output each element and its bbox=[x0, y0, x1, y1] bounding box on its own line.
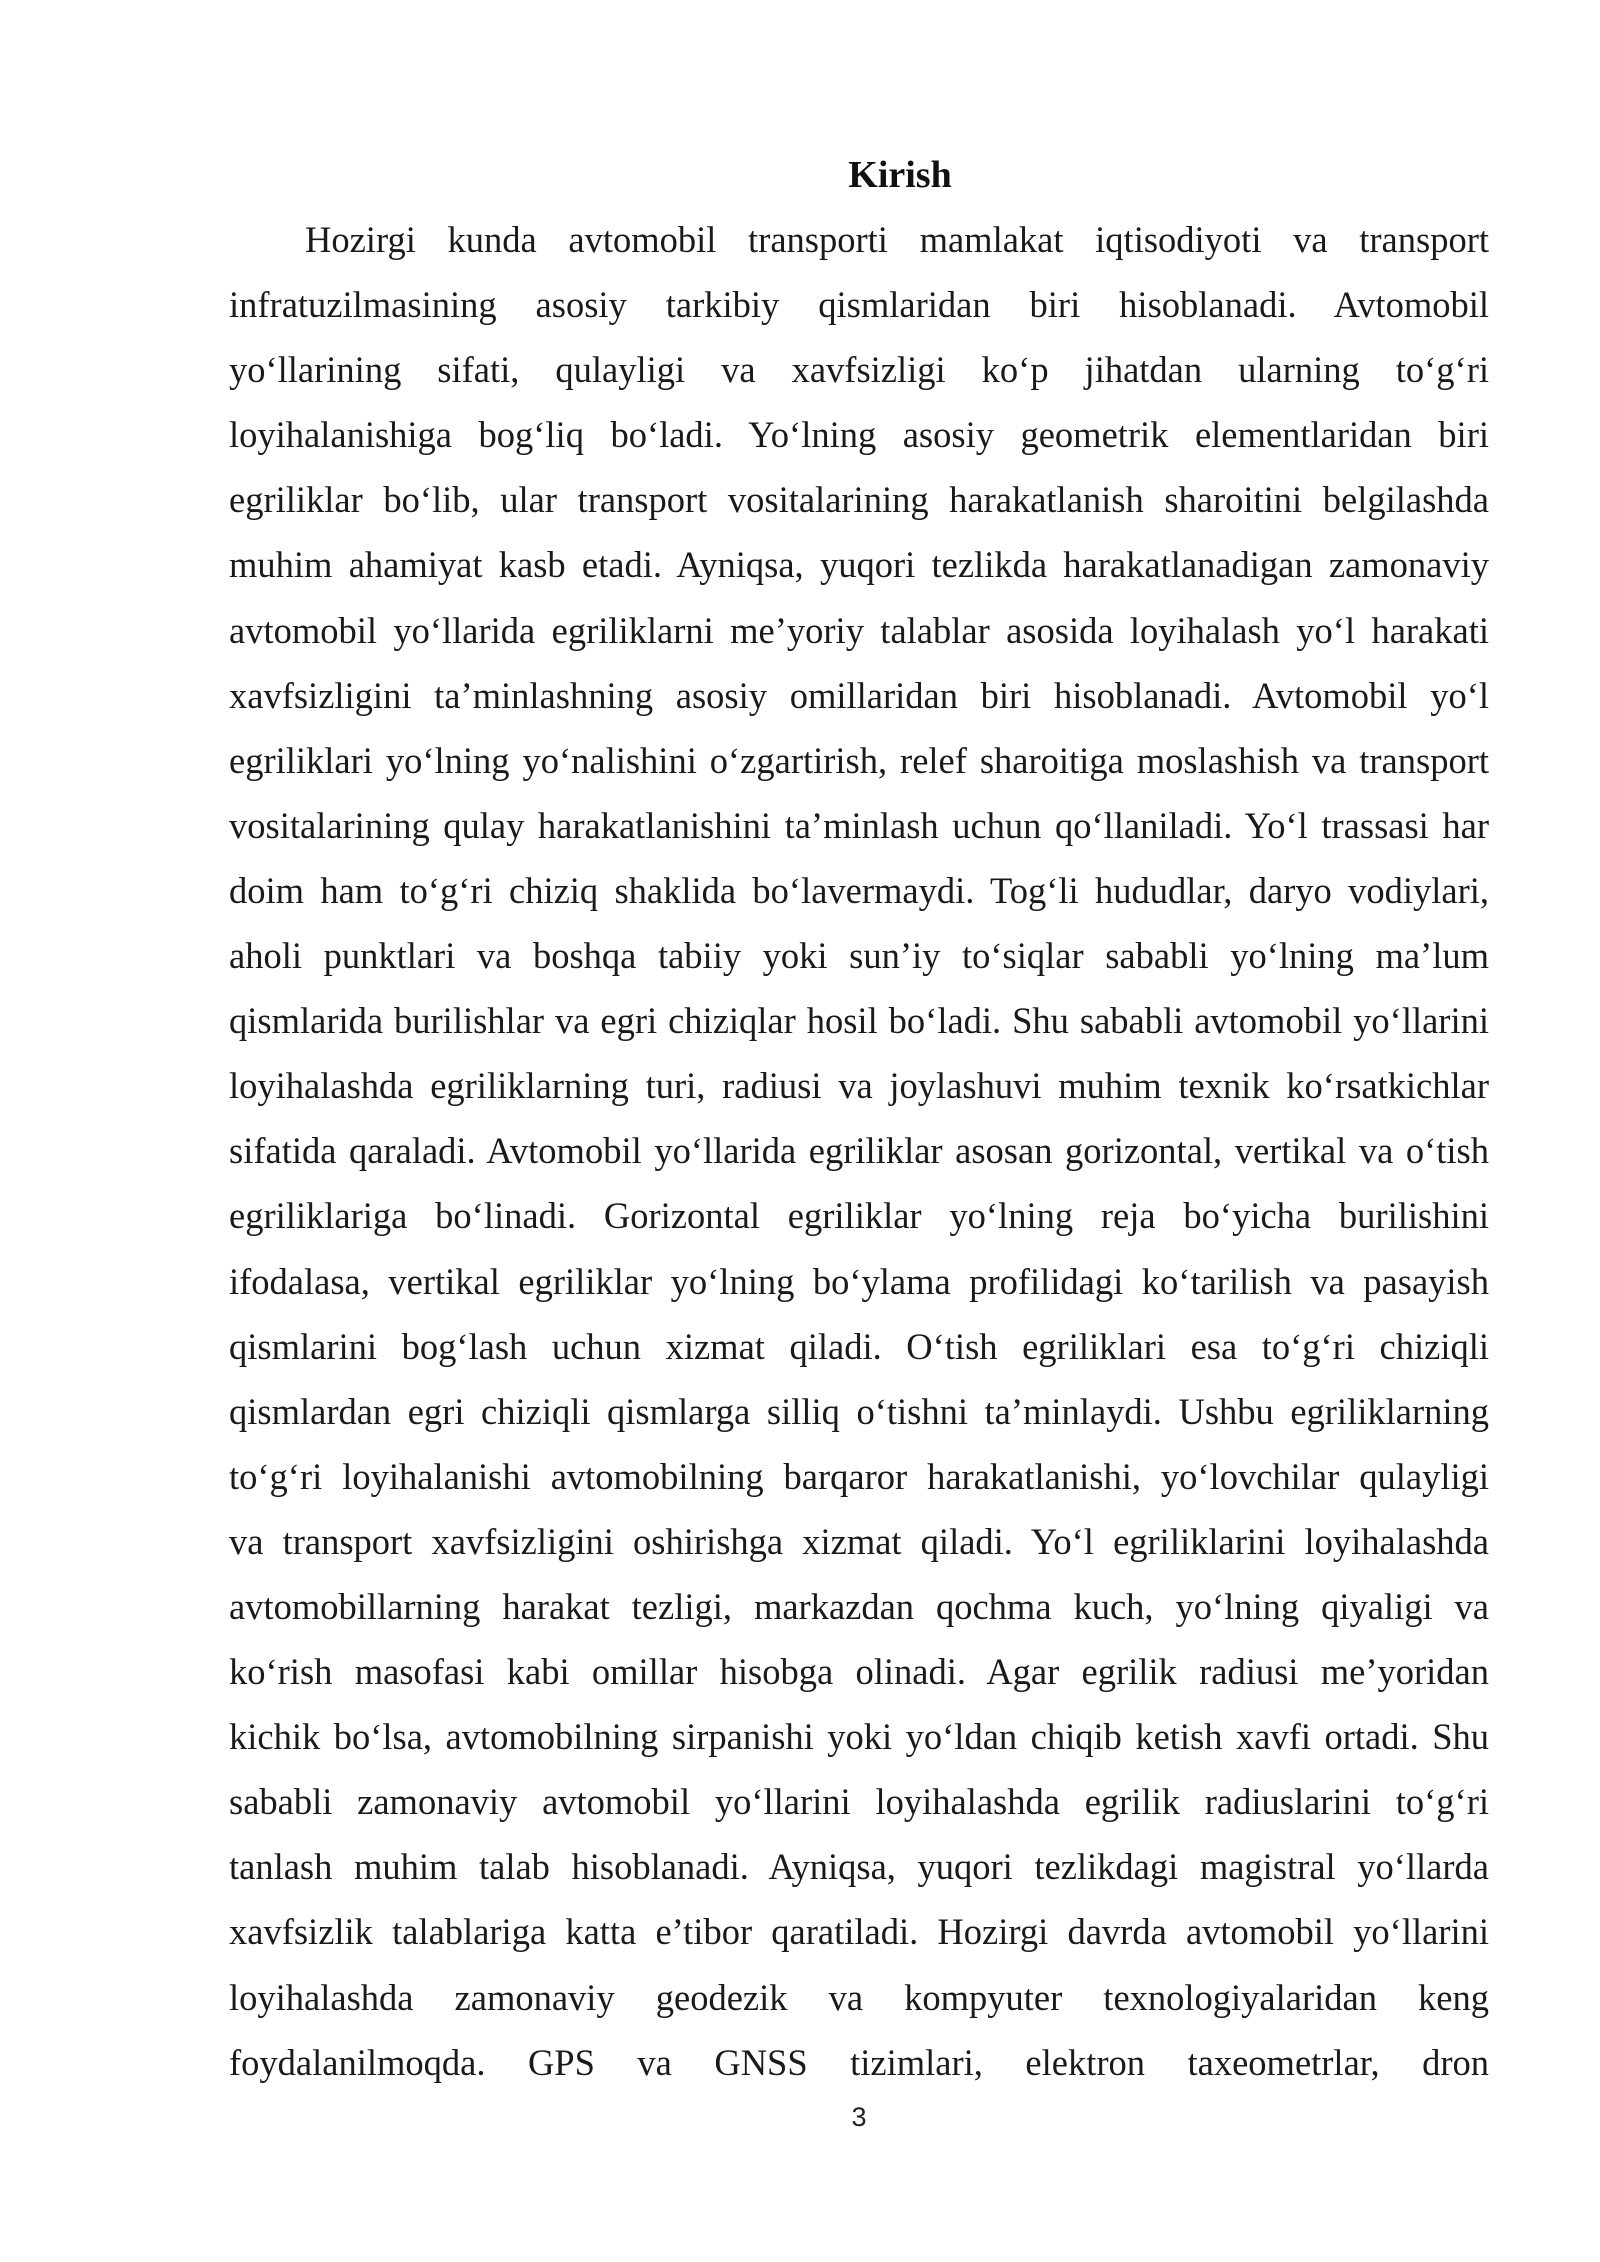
text-line: loyihalanishiga bog‘liq bo‘ladi. Yo‘lning asosiy geometrik elementlaridan biri bbox=[229, 414, 1489, 456]
text-line: avtomobillarning harakat tezligi, markazdan qochma kuch, yo‘lning qiyaligi va bbox=[229, 1585, 1489, 1627]
text-line: va transport xavfsizligini oshirishga xizmat qiladi. Yo‘l egriliklarini loyihalashda bbox=[229, 1520, 1489, 1562]
text-line: infratuzilmasining asosiy tarkibiy qismlaridan biri hisoblanadi. Avtomobil bbox=[229, 284, 1489, 326]
text-line: avtomobil yo‘llarida egriliklarni me’yoriy talablar asosida loyihalash yo‘l harakati bbox=[229, 609, 1489, 651]
text-line: to‘g‘ri loyihalanishi avtomobilning barqaror harakatlanishi, yo‘lovchilar qulayligi bbox=[229, 1455, 1489, 1497]
page-title: Kirish bbox=[848, 154, 952, 196]
text-line: egriliklariga bo‘linadi. Gorizontal egriliklar yo‘lning reja bo‘yicha burilishini bbox=[229, 1195, 1489, 1237]
text-line: qismlarida burilishlar va egri chiziqlar hosil bo‘ladi. Shu sababli avtomobil yo‘llarini bbox=[229, 1000, 1489, 1042]
text-line: egriliklari yo‘lning yo‘nalishini o‘zgartirish, relef sharoitiga moslashish va transport bbox=[229, 739, 1489, 781]
text-line: sifatida qaraladi. Avtomobil yo‘llarida egriliklar asosan gorizontal, vertikal va o‘tish bbox=[229, 1130, 1489, 1172]
text-line: sababli zamonaviy avtomobil yo‘llarini loyihalashda egrilik radiuslarini to‘g‘ri bbox=[229, 1781, 1489, 1823]
text-line: ko‘rish masofasi kabi omillar hisobga olinadi. Agar egrilik radiusi me’yoridan bbox=[229, 1651, 1489, 1693]
text-line: loyihalashda egriliklarning turi, radiusi va joylashuvi muhim texnik ko‘rsatkichlar bbox=[229, 1065, 1489, 1107]
text-line: ifodalasa, vertikal egriliklar yo‘lning bo‘ylama profilidagi ko‘tarilish va pasayish bbox=[229, 1260, 1489, 1302]
text-line: loyihalashda zamonaviy geodezik va kompyuter texnologiyalaridan keng bbox=[229, 1976, 1489, 2018]
text-line: qismlarini bog‘lash uchun xizmat qiladi. O‘tish egriliklari esa to‘g‘ri chiziqli bbox=[229, 1325, 1489, 1367]
page-number: 3 bbox=[851, 2102, 867, 2132]
text-line: aholi punktlari va boshqa tabiiy yoki sun’iy to‘siqlar sababli yo‘lning ma’lum bbox=[229, 935, 1489, 977]
text-line: Hozirgi kunda avtomobil transporti mamlakat iqtisodiyoti va transport bbox=[305, 219, 1489, 260]
text-line: kichik bo‘lsa, avtomobilning sirpanishi yoki yo‘ldan chiqib ketish xavfi ortadi. Shu bbox=[229, 1716, 1489, 1758]
text-line: foydalanilmoqda. GPS va GNSS tizimlari, elektron taxeometrlar, dron bbox=[229, 2041, 1489, 2083]
text-line: tanlash muhim talab hisoblanadi. Ayniqsa, yuqori tezlikdagi magistral yo‘llarda bbox=[229, 1846, 1489, 1888]
text-line: xavfsizligini ta’minlashning asosiy omillaridan biri hisoblanadi. Avtomobil yo‘l bbox=[229, 674, 1489, 716]
text-line: qismlardan egri chiziqli qismlarga silliq o‘tishni ta’minlaydi. Ushbu egriliklarning bbox=[229, 1390, 1489, 1432]
text-line: doim ham to‘g‘ri chiziq shaklida bo‘lavermaydi. Tog‘li hududlar, daryo vodiylari, bbox=[229, 869, 1489, 911]
text-line: muhim ahamiyat kasb etadi. Ayniqsa, yuqori tezlikda harakatlanadigan zamonaviy bbox=[229, 544, 1489, 586]
text-line: vositalarining qulay harakatlanishini ta’minlash uchun qo‘llaniladi. Yo‘l trassasi har bbox=[229, 804, 1489, 846]
text-line: xavfsizlik talablariga katta e’tibor qaratiladi. Hozirgi davrda avtomobil yo‘llarini bbox=[229, 1911, 1489, 1953]
body-paragraph bbox=[229, 207, 1489, 2095]
text-line: egriliklar bo‘lib, ular transport vositalarining harakatlanish sharoitini belgilashda bbox=[229, 479, 1489, 521]
text-line: yo‘llarining sifati, qulayligi va xavfsizligi ko‘p jihatdan ularning to‘g‘ri bbox=[229, 349, 1489, 391]
